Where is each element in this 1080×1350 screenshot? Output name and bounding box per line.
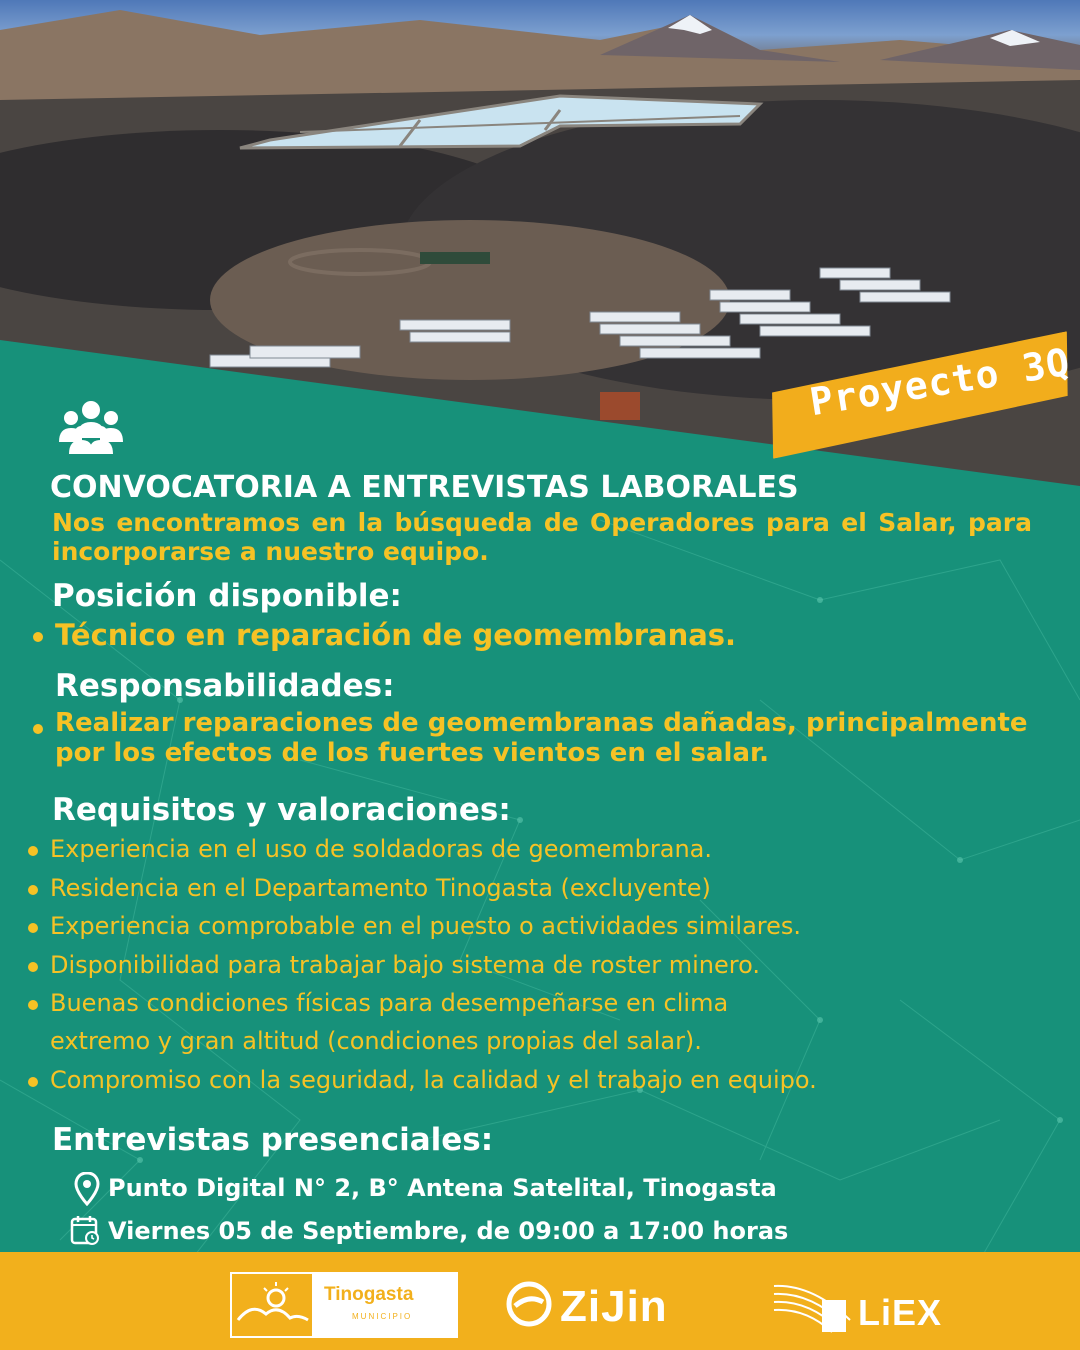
responsibility-line-2: por los efectos de los fuertes vientos en el salar. [55, 738, 770, 768]
project-badge-text: Proyecto 3Q [806, 339, 1074, 425]
liex-lines-icon [772, 1280, 856, 1336]
liex-logo-text: LiEX [858, 1292, 943, 1333]
requirements-heading: Requisitos y valoraciones: [52, 792, 511, 828]
requirement-item: Experiencia en el uso de soldadoras de geomembrana. [50, 830, 712, 868]
tinogasta-sub: MUNICIPIO [352, 1312, 413, 1321]
tinogasta-logo [230, 1272, 458, 1338]
interview-date: Viernes 05 de Septiembre, de 09:00 a 17:00 horas [108, 1217, 789, 1245]
zijin-logo-text: ZiJin [560, 1282, 668, 1331]
tinogasta-name: Tinogasta [324, 1284, 414, 1305]
calendar-icon [70, 1214, 100, 1246]
page-title: CONVOCATORIA A ENTREVISTAS LABORALES [50, 470, 799, 505]
intro-highlight: Operadores para el Salar [590, 508, 948, 537]
location-pin-icon [74, 1172, 100, 1206]
people-group-icon [55, 398, 127, 454]
intro-after: , para incorporarse a nuestro equipo. [52, 508, 1033, 566]
requirement-item: Compromiso con la seguridad, la calidad y el trabajo en equipo. [50, 1061, 817, 1099]
responsibility-item [55, 708, 1028, 768]
requirement-item: Buenas condiciones físicas para desempeñarse en clima [50, 984, 728, 1022]
responsibility-line-1: Realizar reparaciones de geomembranas dañadas, principalmente [55, 708, 1028, 738]
position-heading: Posición disponible: [52, 578, 402, 614]
interview-location: Punto Digital N° 2, B° Antena Satelital, Tinogasta [108, 1174, 777, 1202]
intro-before: Nos encontramos en la búsqueda de [52, 508, 591, 537]
requirement-item: Experiencia comprobable en el puesto o actividades similares. [50, 907, 801, 945]
position-item: Técnico en reparación de geomembranas. [55, 618, 737, 652]
zijin-swirl-icon [505, 1280, 553, 1328]
requirement-item-continued: extremo y gran altitud (condiciones propias del salar). [50, 1027, 702, 1055]
intro-text [52, 508, 1032, 566]
sponsor-footer [0, 1252, 1080, 1350]
responsibilities-heading: Responsabilidades: [55, 668, 395, 704]
sun-mountain-icon [232, 1274, 312, 1336]
requirement-item: Disponibilidad para trabajar bajo sistema de roster minero. [50, 946, 760, 984]
requirement-item: Residencia en el Departamento Tinogasta (excluyente) [50, 869, 711, 907]
interviews-heading: Entrevistas presenciales: [52, 1122, 494, 1158]
tinogasta-emblem [232, 1274, 312, 1336]
